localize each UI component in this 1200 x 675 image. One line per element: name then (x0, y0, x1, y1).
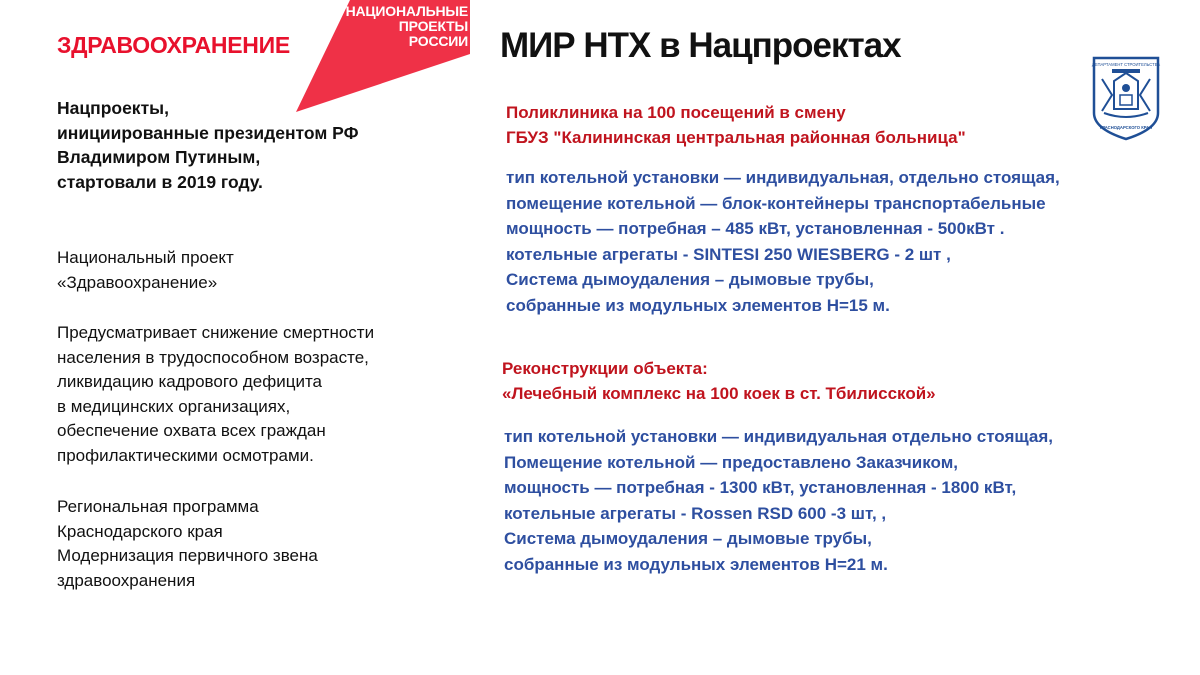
crest-bottom-text: КРАСНОДАРСКОГО КРАЯ (1099, 125, 1153, 130)
section-title: ЗДРАВООХРАНЕНИЕ (57, 32, 290, 58)
text-line: инициированные президентом РФ (57, 122, 359, 143)
text-line: ликвидацию кадрового дефицита (57, 372, 322, 391)
intro-text (57, 96, 427, 194)
spec-line: котельные агрегаты - Rossen RSD 600 -3 шт, , (504, 503, 887, 523)
spec-line: тип котельной установки — индивидуальная отдельно стоящая, (504, 427, 1054, 446)
text-line: «Здравоохранение» (57, 272, 218, 292)
spec-line: мощность — потребная – 485 кВт, установленная - 500кВт . (506, 219, 1005, 238)
page-title: МИР НТХ в Нацпроектах (500, 26, 901, 65)
text-line: Владимиром Путиным, (57, 147, 261, 167)
text-line: здравоохранения (57, 570, 196, 590)
text-line: стартовали в 2019 году. (57, 171, 263, 192)
spec-line: Помещение котельной — предоставлено Заказчиком, (504, 452, 958, 472)
text-line: Реконструкции объекта: (502, 359, 708, 378)
spec-line: Система дымоудаления – дымовые трубы, (506, 270, 874, 289)
text-line: «Лечебный комплекс на 100 коек в ст. Тбилисской» (502, 384, 936, 403)
spec-line: собранные из модульных элементов Н=21 м. (504, 554, 888, 574)
spec-line: Система дымоудаления – дымовые трубы, (504, 529, 872, 548)
department-crest-icon (1090, 55, 1162, 141)
spec-line: мощность — потребная - 1300 кВт, установленная - 1800 кВт, (504, 478, 1017, 497)
object2-title (502, 356, 936, 406)
text-line: в медицинских организациях, (57, 396, 291, 416)
text-line: Краснодарского края (57, 521, 223, 541)
logo-line: ПРОЕКТЫ (398, 18, 468, 34)
text-line: Модернизация первичного звена (57, 546, 318, 565)
text-line: Предусматривает снижение смертности (57, 323, 375, 342)
text-line: ГБУЗ "Калининская центральная районная больница" (506, 128, 966, 147)
text-line: профилактическими осмотрами. (57, 445, 314, 465)
object1-title (506, 100, 966, 150)
regional-program-text (57, 495, 427, 593)
spec-line: собранные из модульных элементов Н=15 м. (506, 295, 890, 315)
object2-specs (504, 424, 1053, 577)
national-projects-logo (340, 4, 468, 49)
text-line: Поликлиника на 100 посещений в смену (506, 103, 846, 122)
text-line: Нацпроекты, (57, 98, 169, 118)
logo-line: НАЦИОНАЛЬНЫЕ (345, 3, 468, 19)
text-line: обеспечение охвата всех граждан (57, 421, 326, 440)
spec-line: тип котельной установки — индивидуальная, отдельно стоящая, (506, 168, 1060, 187)
crest-top-text: ДЕПАРТАМЕНТ СТРОИТЕЛЬСТВА (1091, 62, 1161, 67)
logo-line: РОССИИ (408, 33, 468, 49)
text-line: Региональная программа (57, 497, 259, 516)
national-project-text (57, 246, 427, 295)
project-goals-text (57, 321, 427, 468)
object1-specs (506, 165, 1060, 318)
text-line: Национальный проект (57, 248, 234, 267)
spec-line: котельные агрегаты - SINTESI 250 WIESBERG - 2 шт , (506, 244, 951, 264)
spec-line: помещение котельной — блок-контейнеры транспортабельные (506, 193, 1046, 213)
text-line: населения в трудоспособном возрасте, (57, 347, 369, 367)
